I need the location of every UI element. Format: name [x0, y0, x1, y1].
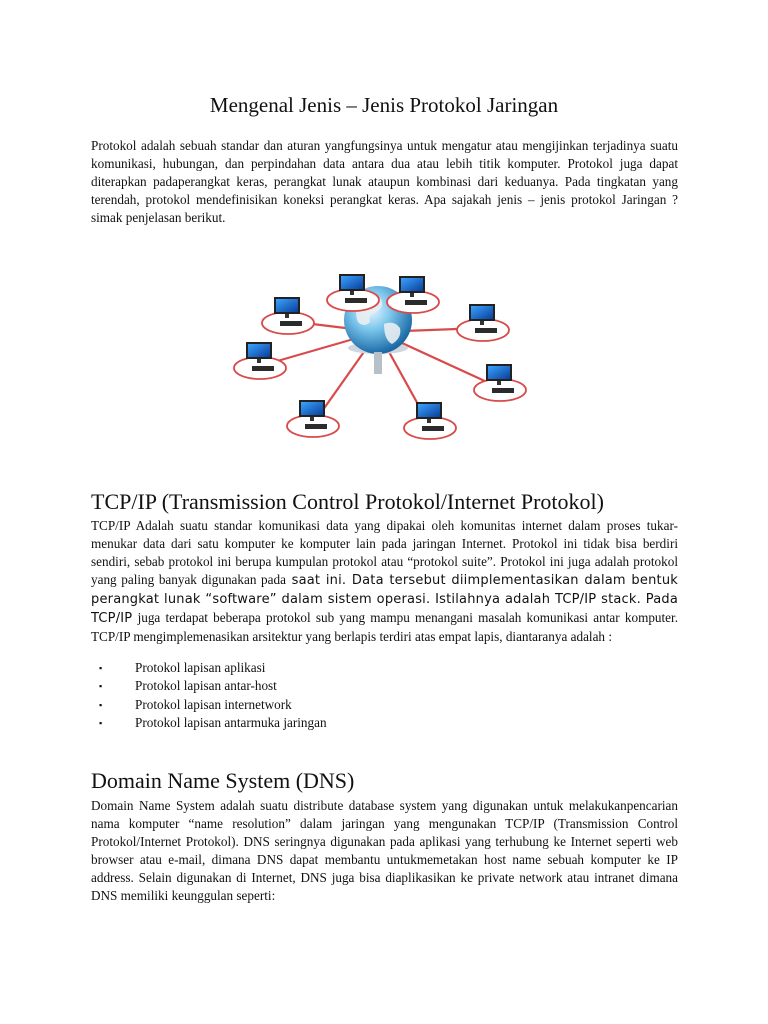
network-globe-computers-illustration — [218, 262, 538, 472]
bullet-icon: ▪ — [99, 681, 103, 692]
page-title: Mengenal Jenis – Jenis Protokol Jaringan — [209, 93, 559, 117]
computer-icon — [327, 274, 379, 311]
tcpip-paragraph — [91, 517, 678, 646]
bullet-icon: ▪ — [99, 717, 103, 728]
tcpip-heading: TCP/IP (Transmission Control Protokol/Internet Protokol) — [91, 489, 604, 514]
dns-heading: Domain Name System (DNS) — [91, 768, 355, 793]
bullet-icon: ▪ — [99, 699, 103, 710]
list-item: ▪ Protokol lapisan aplikasi — [99, 660, 266, 675]
computer-icon — [474, 364, 526, 401]
computer-icon — [234, 342, 286, 379]
computer-icon — [457, 304, 509, 341]
tcpip-text-part1: TCP/IP Adalah suatu standar komunikasi data yang dipakai oleh komunitas internet dalam proses tukar-menukar data dari satu komputer ke komputer lain pada jaringan Internet. Protokol ini tidak bisa berdiri sendiri, sebab protokol ini berupa kumpulan protokol atau “protokol suite”. Protokol ini juga adalah protokol yang paling banyak digunakan pada — [91, 518, 678, 587]
tcpip-text-part3: juga terdapat beberapa protokol sub yang mampu menangani masalah komunikasi antar komputer. TCP/IP mengimplemenasikan arsitektur yang berlapis terdiri atas empat lapis, diantaranya adalah : — [91, 610, 678, 644]
list-item: ▪ Protokol lapisan internetwork — [99, 696, 292, 712]
tcpip-text-part2: saat ini. Data tersebut diimplementasikan dalam bentuk perangkat lunak “software” dalam sistem operasi. Istilahnya adalah TCP/IP stack. Pada TCP/IP — [91, 573, 678, 626]
computer-icon — [287, 400, 339, 437]
list-item: ▪ Protokol lapisan antarmuka jaringan — [99, 714, 327, 730]
bullet-icon: ▪ — [99, 663, 103, 673]
computer-icon — [404, 402, 456, 439]
dns-paragraph: Domain Name System adalah suatu distribute database system yang digunakan untuk melakukanpencarian nama komputer “name resolution” dalam jaringan yang mengunakan TCP/IP (Transmission Control Protokol/Internet Protokol). DNS seringnya digunakan pada aplikasi yang terhubung ke Internet seperti web browser atau e-mail, dimana DNS dapat membantu untukmemetakan host name sebuah komputer ke IP address. Selain digunakan di Internet, DNS juga bisa diaplikasikan ke private network atau intranet dimana DNS memiliki keunggulan seperti: — [91, 798, 678, 903]
computer-icon — [262, 297, 314, 334]
tcpip-layer-list — [91, 659, 678, 732]
intro-paragraph: Protokol adalah sebuah standar dan aturan yangfungsinya untuk mengatur atau mengijinkan terjadinya suatu komunikasi, hubungan, dan perpindahan data antara dua atau lebih titik komputer. Protokol juga dapat diterapkan padaperangkat keras, perangkat lunak ataupun kombinasi dari keduanya. Pada tingkatan yang terendah, protokol mendefinisikan koneksi perangkat keras. Apa sajakah jenis – jenis protokol Jaringan ? simak penjelasan berikut. — [91, 138, 678, 225]
computer-icon — [387, 276, 439, 313]
list-item: ▪ Protokol lapisan antar-host — [99, 678, 277, 694]
